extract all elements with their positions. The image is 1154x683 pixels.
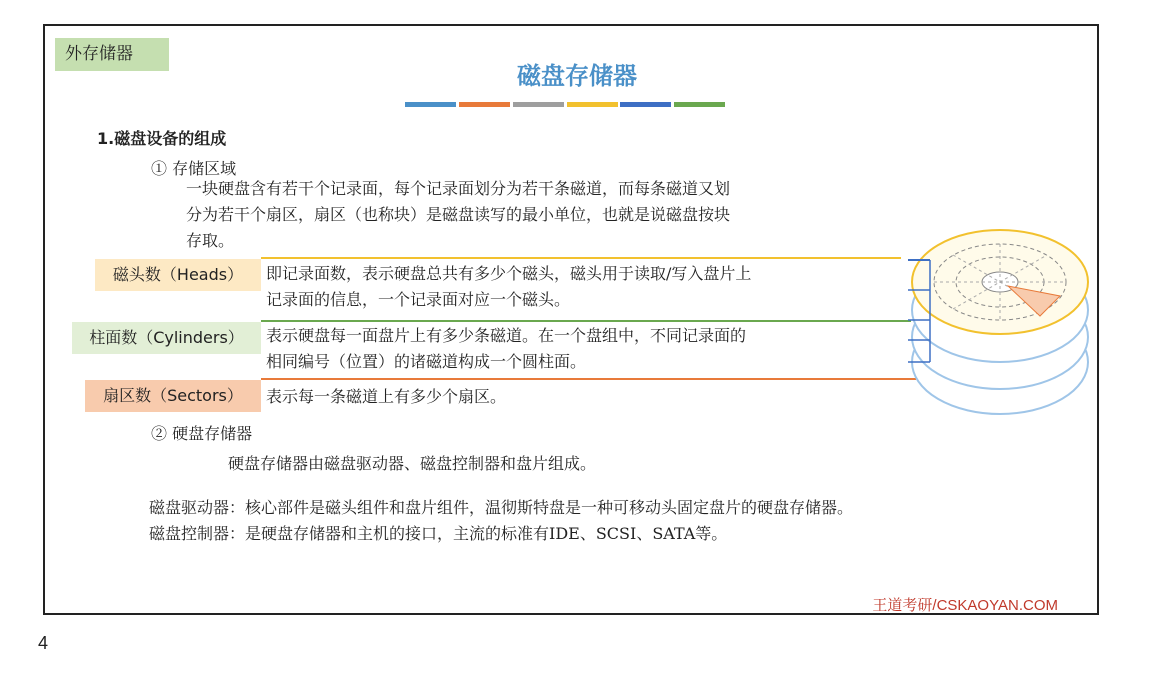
title-bar-segment [620,102,671,107]
disk-platter-diagram [900,212,1100,427]
title-bar-segment [405,102,456,107]
title-bar-segment [567,102,618,107]
title-bar-segment [674,102,725,107]
title-bar-segment [459,102,510,107]
sectors-text: 表示每一条磁道上有多少个扇区。 [266,387,507,406]
heads-label: 磁头数（Heads） [95,259,261,291]
slide-title: 磁盘存储器 [517,61,637,90]
sectors-label: 扇区数（Sectors） [85,380,261,412]
heads-connector-line [261,257,901,259]
storage-area-label: ① 存储区域 [151,159,237,178]
cylinders-connector-line [261,320,911,322]
storage-area-text: 一块硬盘含有若干个记录面，每个记录面划分为若干条磁道，而每条磁道又划 分为若干个扇区，扇区（也称块）是磁盘读写的最小单位，也就是说磁盘按块 存取。 [186,179,731,250]
footer-brand: 王道考研/CSKAOYAN.COM [872,597,1058,614]
notes: 磁盘驱动器：核心部件是磁头组件和盘片组件，温彻斯特盘是一种可移动头固定盘片的硬盘存储器。 磁盘控制器：是硬盘存储器和主机的接口，主流的标准有IDE、SCSI、SATA等。 [149,498,854,543]
hard-disk-label: ② 硬盘存储器 [151,424,253,443]
cylinders-text: 表示硬盘每一面盘片上有多少条磁道。在一个盘组中，不同记录面的 相同编号（位置）的诸磁道构成一个圆柱面。 [266,326,747,371]
section-tag: 外存储器 [55,38,169,71]
sectors-connector-line [261,378,916,380]
page-number: 4 [38,633,49,653]
title-bar-segment [513,102,564,107]
hard-disk-text: 硬盘存储器由磁盘驱动器、磁盘控制器和盘片组成。 [228,454,597,473]
section-heading: 1.磁盘设备的组成 [97,129,227,148]
heads-text: 即记录面数，表示硬盘总共有多少个磁头，磁头用于读取/写入盘片上 记录面的信息，一个记录面对应一个磁头。 [266,264,752,309]
cylinders-label: 柱面数（Cylinders） [72,322,261,354]
